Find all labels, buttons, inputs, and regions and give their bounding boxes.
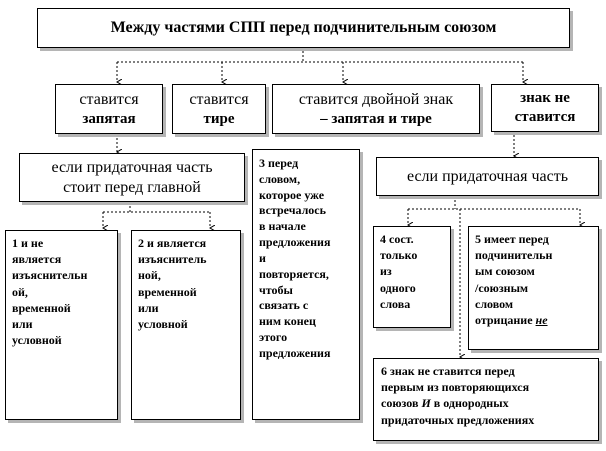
condition-before-main-line2: стоит перед главной — [63, 178, 201, 196]
rule-4-line: слова — [380, 296, 411, 311]
condition-before-main-box — [19, 153, 245, 202]
rule-3-box — [252, 149, 360, 420]
rule-5-line: /союзным — [475, 280, 529, 295]
no-sign-box — [491, 84, 599, 132]
no-sign-line1: знак не — [520, 90, 570, 107]
comma-box — [55, 84, 163, 134]
rule-1-line: условной — [12, 333, 62, 348]
rule-1-line: или — [12, 316, 33, 331]
rule-3-line: ним конец — [259, 314, 316, 329]
rule-5-line: 5 имеет перед — [475, 232, 549, 246]
rule-5-negation-word: не — [535, 312, 548, 327]
rule-1-line: временной — [12, 300, 71, 315]
rule-6-conj-label: союзов — [381, 396, 419, 411]
rule-3-line: предложения — [259, 235, 331, 250]
dash-line2: тире — [203, 110, 235, 127]
rule-4-line: одного — [380, 280, 416, 295]
condition-before-main-line1: если придаточная часть — [51, 158, 213, 176]
no-sign-line2: ставится — [514, 109, 576, 125]
rule-4-box — [373, 226, 451, 328]
rule-3-line: повторяется, — [259, 266, 329, 281]
rule-4-line: только — [380, 248, 418, 263]
double-sign-line1: ставится двойной знак — [298, 90, 454, 108]
rule-3-line: этого — [259, 330, 288, 345]
rule-3-line: встречалось — [259, 203, 326, 218]
rule-5-line: подчинительн — [475, 248, 553, 263]
rule-2-line: условной — [138, 316, 188, 331]
rule-6-line: первым из повторяющихся — [381, 380, 530, 395]
dash-line1: ставится — [189, 90, 249, 108]
rule-1-box — [5, 230, 118, 420]
comma-line1: ставится — [79, 90, 139, 108]
rule-6-line3 — [381, 395, 591, 411]
rule-3-line: предложения — [259, 345, 331, 360]
rule-6-box — [373, 358, 599, 441]
diagram-title — [37, 8, 570, 48]
rule-3-line: чтобы — [259, 282, 293, 297]
rule-1-line: изъяснительн — [12, 268, 88, 283]
rule-5-line: ым союзом — [475, 264, 535, 279]
rule-3-line: связать с — [259, 298, 309, 313]
rule-3-line: и — [259, 250, 266, 265]
rule-2-line: ной, — [138, 268, 161, 283]
rule-6-line: придаточных предложениях — [381, 412, 535, 427]
rule-5-box — [468, 226, 599, 350]
rule-3-line: 3 перед — [259, 156, 299, 170]
rule-4-line: из — [380, 264, 392, 279]
rule-3-line: которое уже — [259, 187, 325, 202]
rule-5-negation-label: отрицание — [475, 312, 533, 327]
rule-1-line: 1 и не — [12, 236, 44, 250]
double-sign-line2: – запятая и тире — [320, 110, 432, 127]
rule-1-line: является — [12, 252, 62, 267]
rule-2-line: или — [138, 300, 159, 315]
condition-clause-box — [376, 157, 599, 196]
rule-2-line: изъяснитель — [138, 252, 207, 267]
double-sign-box — [272, 84, 480, 134]
rule-5-last-line — [475, 312, 592, 328]
rule-6-conj-suffix: в однородных — [433, 396, 509, 411]
rule-3-line: в начале — [259, 219, 306, 234]
condition-clause-text: если придаточная часть — [406, 167, 569, 185]
rule-6-conj-word: И — [421, 396, 431, 411]
rule-5-line: словом — [475, 296, 514, 311]
rule-2-line: 2 и является — [138, 236, 207, 250]
dash-box — [172, 84, 266, 134]
rule-4-line: 4 сост. — [380, 232, 414, 246]
rule-3-line: словом, — [259, 171, 301, 186]
rule-1-line: ой, — [12, 284, 28, 299]
diagram-title-text: Между частями СПП перед подчинительным союзом — [110, 19, 497, 36]
comma-line2: запятая — [82, 110, 136, 127]
rule-2-box — [131, 230, 241, 420]
rule-2-line: временной — [138, 284, 197, 299]
rule-6-line: 6 знак не ставится перед — [381, 364, 515, 378]
